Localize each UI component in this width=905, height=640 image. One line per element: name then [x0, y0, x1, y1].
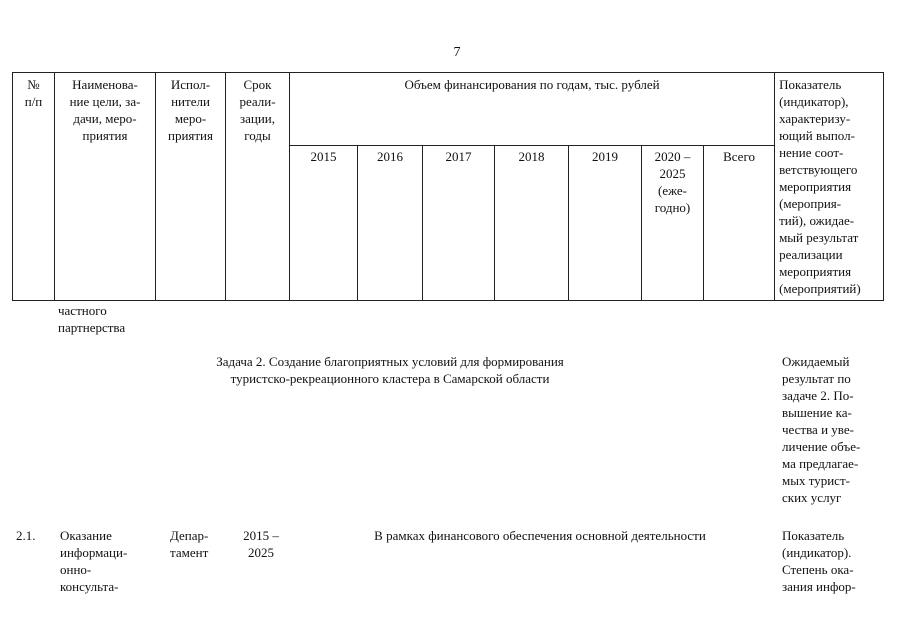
year-total: Всего: [704, 146, 775, 301]
page-number: 7: [453, 45, 461, 60]
col-exec-header: Испол- нители меро- приятия: [156, 73, 226, 301]
row-2-1-number: 2.1.: [16, 528, 36, 543]
col-term-header: Срок реали- зации, годы: [226, 73, 290, 301]
year-2016: 2016: [358, 146, 423, 301]
row-2-1-executor: Депар- тамент: [170, 528, 209, 560]
row-2-1-indicator: Показатель (индикатор). Степень ока- зания инфор-: [782, 528, 856, 594]
year-2017: 2017: [423, 146, 495, 301]
year-2018: 2018: [495, 146, 569, 301]
task-2-result: Ожидаемый результат по задаче 2. По- вышение ка- чества и уве- личение объе- ма предлагае- мых турист- ских услуг: [782, 354, 861, 505]
col-name-header: Наименова- ние цели, за- дачи, меро- приятия: [55, 73, 156, 301]
col-funding-header: Объем финансирования по годам, тыс. рублей: [290, 73, 775, 146]
row-2-1-name: Оказание информаци- онно- консульта-: [60, 528, 128, 594]
year-2015: 2015: [290, 146, 358, 301]
col-indicator-header: Показатель (индикатор), характеризу- ющий выпол- нение соот- ветствующего мероприятия (мероприя- тий), ожидае- мый результат реализации мероприятия (мероприятий): [775, 73, 884, 301]
continuation-text: частного партнерства: [58, 303, 126, 335]
task-2-title: Задача 2. Создание благоприятных условий для формирования туристско-рекреационного кластера в Самарской области: [216, 354, 564, 386]
col-num-header: № п/п: [13, 73, 55, 301]
header-table: [12, 72, 884, 301]
year-2020-2025: 2020 – 2025 (еже- годно): [642, 146, 704, 301]
row-2-1-term: 2015 – 2025: [243, 528, 279, 560]
year-2019: 2019: [569, 146, 642, 301]
row-2-1-financing: В рамках финансового обеспечения основной деятельности: [374, 528, 706, 543]
